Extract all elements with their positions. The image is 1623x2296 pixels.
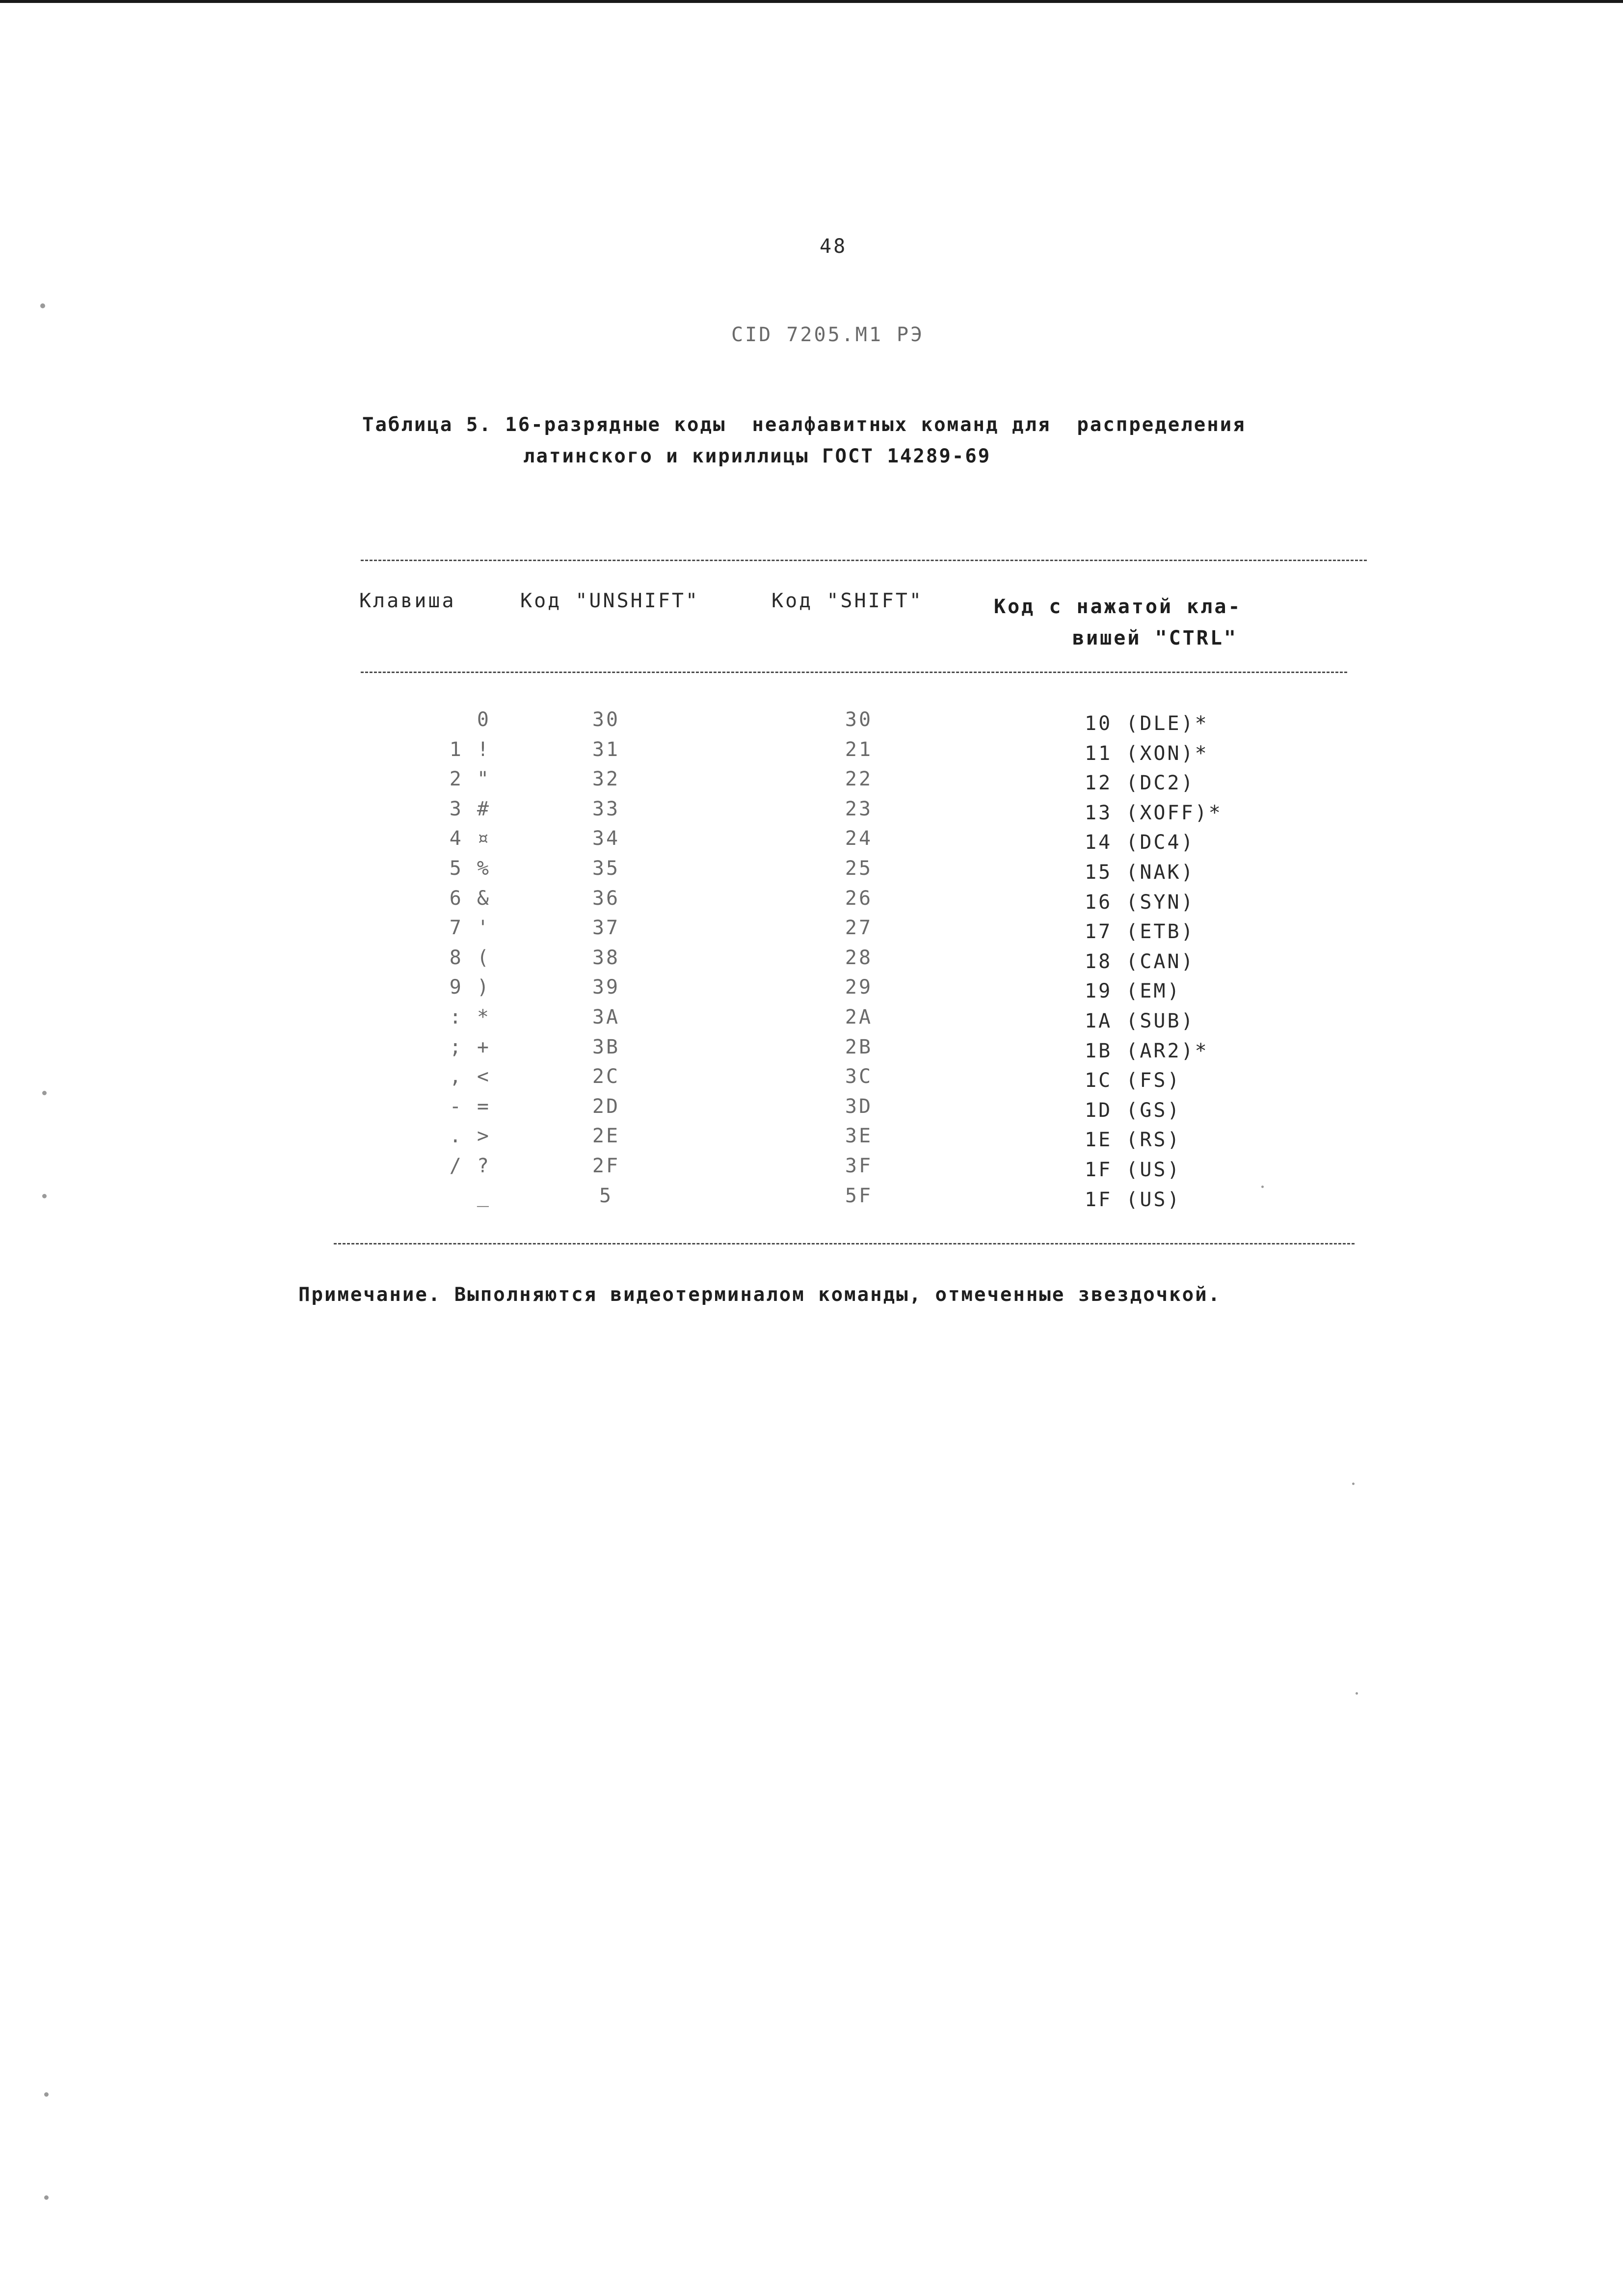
cell-unshift: 31 <box>592 738 620 761</box>
cell-shift: 27 <box>845 917 873 939</box>
scan-top-edge <box>0 0 1623 3</box>
cell-shift: 22 <box>845 768 873 790</box>
cell-key: : * <box>449 1006 491 1028</box>
cell-key: 4 ¤ <box>449 827 491 850</box>
cell-key: ; + <box>449 1036 491 1058</box>
scan-speck <box>42 1091 47 1095</box>
cell-ctrl: 12 (DC2) <box>1085 772 1195 794</box>
header-key: Клавиша <box>359 590 456 612</box>
cell-unshift: 2F <box>592 1155 620 1177</box>
cell-key: - = <box>449 1095 491 1118</box>
cell-shift: 28 <box>845 946 873 969</box>
cell-ctrl: 19 (EM) <box>1085 980 1181 1002</box>
cell-shift: 3E <box>845 1125 873 1147</box>
table-caption-line1: Таблица 5. 16-разрядные коды неалфавитных команд для распределения <box>362 414 1246 436</box>
table-rule-header <box>361 672 1347 673</box>
cell-key: 2 " <box>449 768 491 790</box>
cell-key: / ? <box>449 1155 491 1177</box>
cell-unshift: 33 <box>592 798 620 820</box>
cell-key: 6 & <box>449 887 491 910</box>
cell-ctrl: 1A (SUB) <box>1085 1010 1195 1032</box>
table-note: Примечание. Выполняются видеотерминалом команды, отмеченные звездочкой. <box>298 1284 1222 1306</box>
cell-unshift: 2D <box>592 1095 620 1118</box>
cell-shift: 24 <box>845 827 873 850</box>
cell-ctrl: 10 (DLE)* <box>1085 712 1209 735</box>
cell-unshift: 30 <box>592 708 620 731</box>
cell-shift: 25 <box>845 857 873 880</box>
cell-ctrl: 1C (FS) <box>1085 1069 1181 1092</box>
cell-unshift: 3B <box>592 1036 620 1058</box>
cell-ctrl: 11 (XON)* <box>1085 742 1209 765</box>
cell-unshift: 2E <box>592 1125 620 1147</box>
cell-shift: 29 <box>845 976 873 999</box>
cell-key: 0 <box>477 708 491 731</box>
cell-ctrl: 17 (ETB) <box>1085 920 1195 943</box>
header-shift: Код "SHIFT" <box>772 590 923 612</box>
cell-ctrl: 1F (US) <box>1085 1159 1181 1181</box>
cell-ctrl: 1D (GS) <box>1085 1099 1181 1122</box>
page-number: 48 <box>820 235 848 258</box>
cell-key: 8 ( <box>449 946 491 969</box>
cell-unshift: 37 <box>592 917 620 939</box>
cell-key: 9 ) <box>449 976 491 999</box>
cell-shift: 21 <box>845 738 873 761</box>
cell-key: , < <box>449 1065 491 1088</box>
cell-unshift: 39 <box>592 976 620 999</box>
cell-key: 3 # <box>449 798 491 820</box>
scan-speck <box>1352 1483 1355 1485</box>
cell-shift: 26 <box>845 887 873 910</box>
cell-unshift: 5 <box>599 1185 613 1207</box>
cell-shift: 2B <box>845 1036 873 1058</box>
cell-ctrl: 13 (XOFF)* <box>1085 802 1223 824</box>
scan-speck <box>1356 1692 1358 1695</box>
cell-shift: 3F <box>845 1155 873 1177</box>
table-rule-bottom <box>334 1243 1355 1244</box>
cell-shift: 3D <box>845 1095 873 1118</box>
cell-unshift: 3A <box>592 1006 620 1028</box>
cell-unshift: 32 <box>592 768 620 790</box>
cell-ctrl: 18 (CAN) <box>1085 950 1195 973</box>
scan-speck <box>44 2195 49 2200</box>
document-code: CID 7205.M1 РЭ <box>731 324 925 346</box>
cell-ctrl: 14 (DC4) <box>1085 831 1195 854</box>
cell-unshift: 2C <box>592 1065 620 1088</box>
cell-key: 7 ' <box>449 917 491 939</box>
cell-key: . > <box>449 1125 491 1147</box>
header-unshift: Код "UNSHIFT" <box>520 590 700 612</box>
cell-shift: 3C <box>845 1065 873 1088</box>
scan-speck <box>40 303 45 308</box>
scan-speck <box>44 2092 49 2097</box>
scan-speck <box>42 1194 47 1198</box>
cell-shift: 23 <box>845 798 873 820</box>
cell-ctrl: 1F (US) <box>1085 1189 1181 1211</box>
cell-ctrl: 15 (NAK) <box>1085 861 1195 884</box>
cell-shift: 2A <box>845 1006 873 1028</box>
cell-unshift: 35 <box>592 857 620 880</box>
cell-ctrl: 1E (RS) <box>1085 1129 1181 1151</box>
cell-ctrl: 1B (AR2)* <box>1085 1040 1209 1062</box>
cell-unshift: 36 <box>592 887 620 910</box>
cell-ctrl: 16 (SYN) <box>1085 891 1195 914</box>
table-rule-top <box>361 560 1367 561</box>
cell-shift: 30 <box>845 708 873 731</box>
cell-key: _ <box>477 1185 491 1207</box>
table-caption-line2: латинского и кириллицы ГОСТ 14289-69 <box>523 445 991 467</box>
header-ctrl-line2: вишей "CTRL" <box>1072 627 1238 649</box>
cell-unshift: 34 <box>592 827 620 850</box>
header-ctrl-line1: Код с нажатой кла- <box>994 595 1242 618</box>
cell-unshift: 38 <box>592 946 620 969</box>
cell-key: 5 % <box>449 857 491 880</box>
cell-shift: 5F <box>845 1185 873 1207</box>
cell-key: 1 ! <box>449 738 491 761</box>
